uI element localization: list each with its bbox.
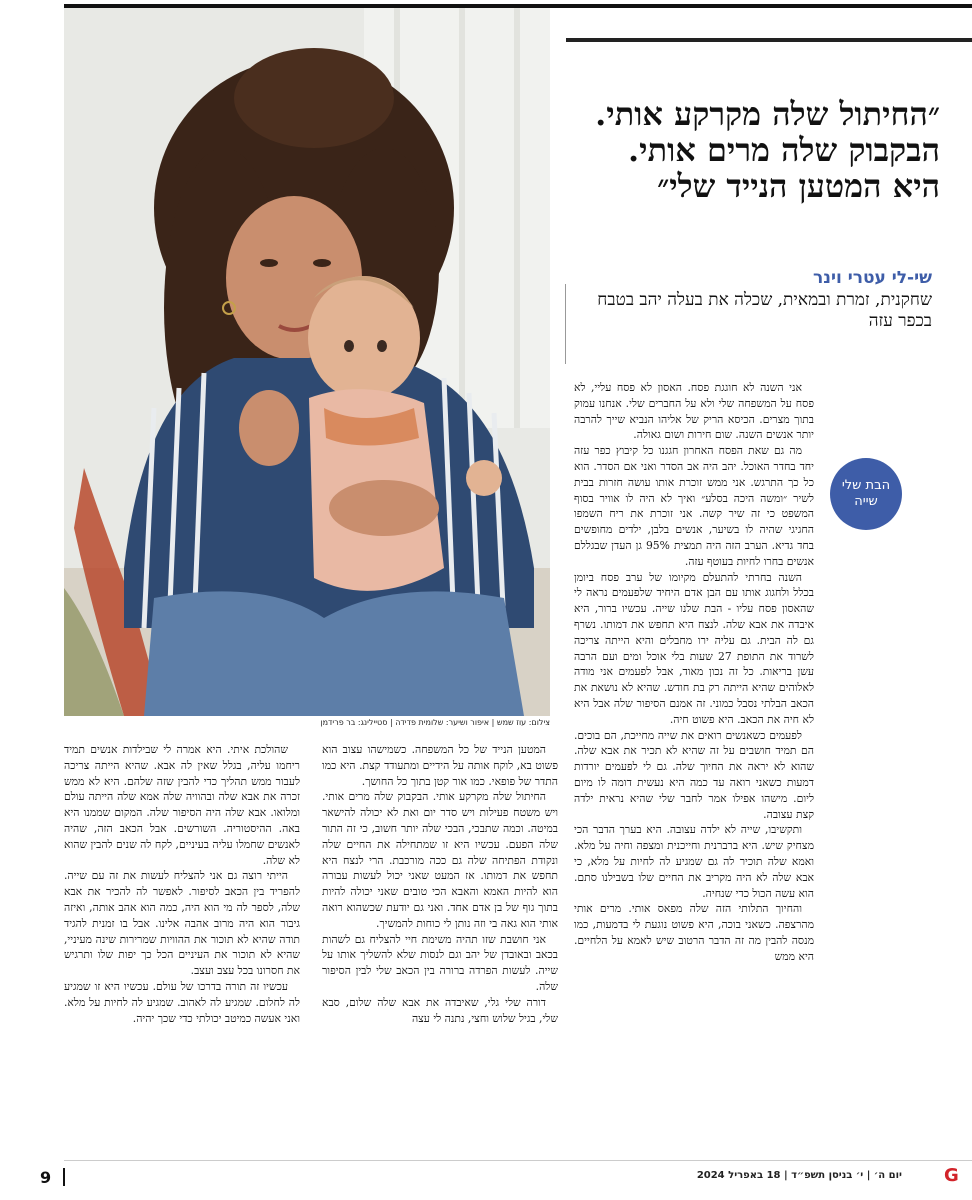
subtitle-divider: [565, 284, 566, 364]
text-column-3: [64, 742, 300, 1122]
article-subtitle: שחקנית, זמרת ובמאית, שכלה את בעלה יהב בטבח בכפר עזה: [597, 290, 932, 331]
paragraph: מה גם שאת הפסח האחרון חגגנו כל קיבוץ כפר עזה יחד בחדר האוכל. יהב היה אב הסדר ואני אם הסדר. הוא כל כך התרגש. אני ממש זוכרת אותו עושה חזרות בבית לשיר ״ומשה היכה בסלע״ ואיך לא היה לו אוויר בסוף המשפט כי זה שיר קשה. אני זוכרת את ריח השמפו החגיגי שהיה לו בשיער, אנשים בלבן, ילדים מחופשים בחד גדיא. הערב הזה היה תמצית 95% גן העדן שבגללם אנשים בחרו לחיות בעוטף עזה.: [574, 444, 814, 568]
photo-caption: צילום: עוז שמש | איפור ושיער: שלומית פדידה | סטיילינג: בר פרידמן: [320, 718, 550, 727]
paragraph: המטען הנייד של כל המשפחה. כשמישהו עצוב הוא פשוט בא, לוקח אותה על הידיים ומתעודד קצת. היא כמו התדר של פופאי. כמו אור קטן בתוך כל החושך.: [322, 743, 558, 788]
section-badge: הבת שלי שייה: [830, 458, 902, 530]
text-column-1: [574, 380, 814, 1122]
headline-rule: [566, 38, 972, 42]
paragraph: דורה שלי גלי, שאיבדה את אבא שלה שלום, סבא שלי, בגיל שלוש וחצי, נתנה לי עצה: [322, 995, 558, 1025]
paragraph: אני חושבת שזו תהיה משימת חיי להצליח גם לשהות בכאב ובאובדן של יהב וגם לנסות שלא להשליך אותו על שייה. לעשות הפרדה ברורה בין הכאב שלי לבין הסיפור שלה.: [322, 932, 558, 993]
footer-rule: [64, 1160, 972, 1161]
text-column-2: [322, 742, 558, 1122]
author-byline: שי-לי עטרי וינר: [813, 268, 932, 288]
paragraph: ותקשיבו, שייה לא ילדה עצובה. היא בערך הדבר הכי מצחיק שיש. היא ברברנית וחייכנית ומצפה וחיה על מלא. ואמא שלה תוכיר לה גם שמגיע לה לחיות על מלא, כי אבא שלה לא היה מקריב את החיים שלו בשבילנו סתם. הוא עשה הכול כדי שנחיה.: [574, 823, 814, 900]
mother-and-baby-illustration: [64, 8, 550, 716]
paragraph: החיתול שלה מקרקע אותי. הבקבוק שלה מרים אותי. ויש משטח פעילות ויש סדר יום ואת לא יכולה להישאר במיטה. וכמה שתבכי, הבכי שלה יותר חשוב, כי זה התור שלה הפעם. עכשיו היא זו שמתחילה את החיים שלה ונקודת הפתיחה שלה גם ככה מורכבת. הרי לנצח היא תחפש את דמותו. אז המעט שאני יכול לעשות עבורה הוא להיות האמא והאבא הכי טובים שאני יכולה להיות בתוך גוף של בן אדם אחד. ואני גם יודעת שכשהוא רואה אותי הוא גאה בי וזה נותן לי כוחות להמשיך.: [322, 790, 558, 930]
publication-logo: G: [944, 1165, 959, 1186]
publication-info: יום ה׳ | י׳ בניסן תשפ״ד | 18 באפריל 2024: [696, 1170, 902, 1181]
article-headline: ״החיתול שלה מקרקע אותי. הבקבוק שלה מרים אותי. היא המטען הנייד שלי״: [595, 95, 940, 205]
paragraph: השנה בחרתי להתעלם מקיומו של ערב פסח ביומן בכלל ולחגוג אותו עם הבן אדם היחיד שלפעמים נראה לי שהאסון פסח עליו - הבת שלנו שייה. עכשיו ברור, היא איבדה את אבא שלה. לנצח היא תחפש את דמותו. נשרף גם לה הבית. גם עליה ירו מחבלים והיא הייתה צריכה לשרוד את התופת 27 שעות בלי אוכל ומים ועם הרבה עשן בריאות. כל זה נכון מאוד, אבל לפעמים אני מודה לאלוהים שהיא הייתה רק בת חודש. שהיא לא נושאת את הכאב הבלתי נסבל כמוני. זה אמנם הסיפור שלה אבל היא לא חיה את הכאב. היא פשוט חיה.: [574, 570, 814, 726]
paragraph: לפעמים כשאנשים רואים את שייה מחייכת, הם בוכים. הם תמיד חושבים על זה שהיא לא תכיר את אבא שלה. שהוא לא יראה את החיוך שלה. גם לי לפעמים יורדות דמעות כשאני רואה עד כמה היא נעשית דומה לו מיום ליום. מישהו אפילו אמר לחבר שלי שהיא נראית ילדה קצת עצובה.: [574, 728, 814, 821]
paragraph: הייתי רוצה גם אני להצליח לעשות את זה עם שייה. להפריד בין הכאב לסיפור. לאפשר לה להכיר את אבא שלה, לספר לה מי הוא היה, כמה הוא אהב אותה, ואיזה גיבור הוא היה מרוב אהבה אלינו. אבל בו זמנית להגיד תודה שהיא לא תוכור את ההוויות שמרירות שינה מעיניי, שהיא לא תוכור את העיניים הכל כך יפות שלו ותרגיש את חסרונו בכל עצב ועצב.: [64, 869, 300, 978]
paragraph: והחיוך התלותי הזה שלה מפאס אותי. מרים אותי מהרצפה. כשאני בוכה, היא פשוט נוגעת לי בדמעות, כמו מנסה להבין מה זה הדבר הרטוב שיש לאמא על הלחיים. היא ממש: [574, 902, 814, 963]
page-number-divider: [63, 1168, 65, 1186]
paragraph: אני השנה לא חוגגת פסח. האסון לא פסח עליי, לא פסח על המשפחה שלי ולא על החברים שלי. אנחנו עמוק בתוך מצרים. הכיסא הריק של אליהו הנביא שייך להרבה יותר אנשים השנה. שום חירות ושום גאולה.: [574, 381, 814, 442]
paragraph: שהולכת איתי. היא אמרה לי שבילדות אנשים תמיד ריחמו עליה, בגלל שאין לה אבא. שהיא הייתה צריכה לעבור ממש תהליך כדי להבין שזה שלהם. היא לא ממש זכרה את אבא שלה ובהוויה שלה אמא שלה הייתה עולם ומלואו. אבא שלה היה הסיפור שלה. המקום שממנו היא באה. ההיסטוריה. השורשים. אבל הכאב הזה, שהיה לאנשים שחמלו עליה בעיניים, לקח לה שנים להבין שהוא לא שלה.: [64, 743, 300, 867]
page-number: 9: [40, 1168, 52, 1187]
paragraph: עכשיו זה תורה בדרכו של עולם. עכשיו היא זו שמגיע לה לחלום. שמגיע לה לאהוב. שמגיע לה לחיות על מלא. ואני אעשה כמיטב יכולתי כדי שכך יהיה.: [64, 979, 300, 1025]
portrait-photo: [64, 8, 550, 716]
